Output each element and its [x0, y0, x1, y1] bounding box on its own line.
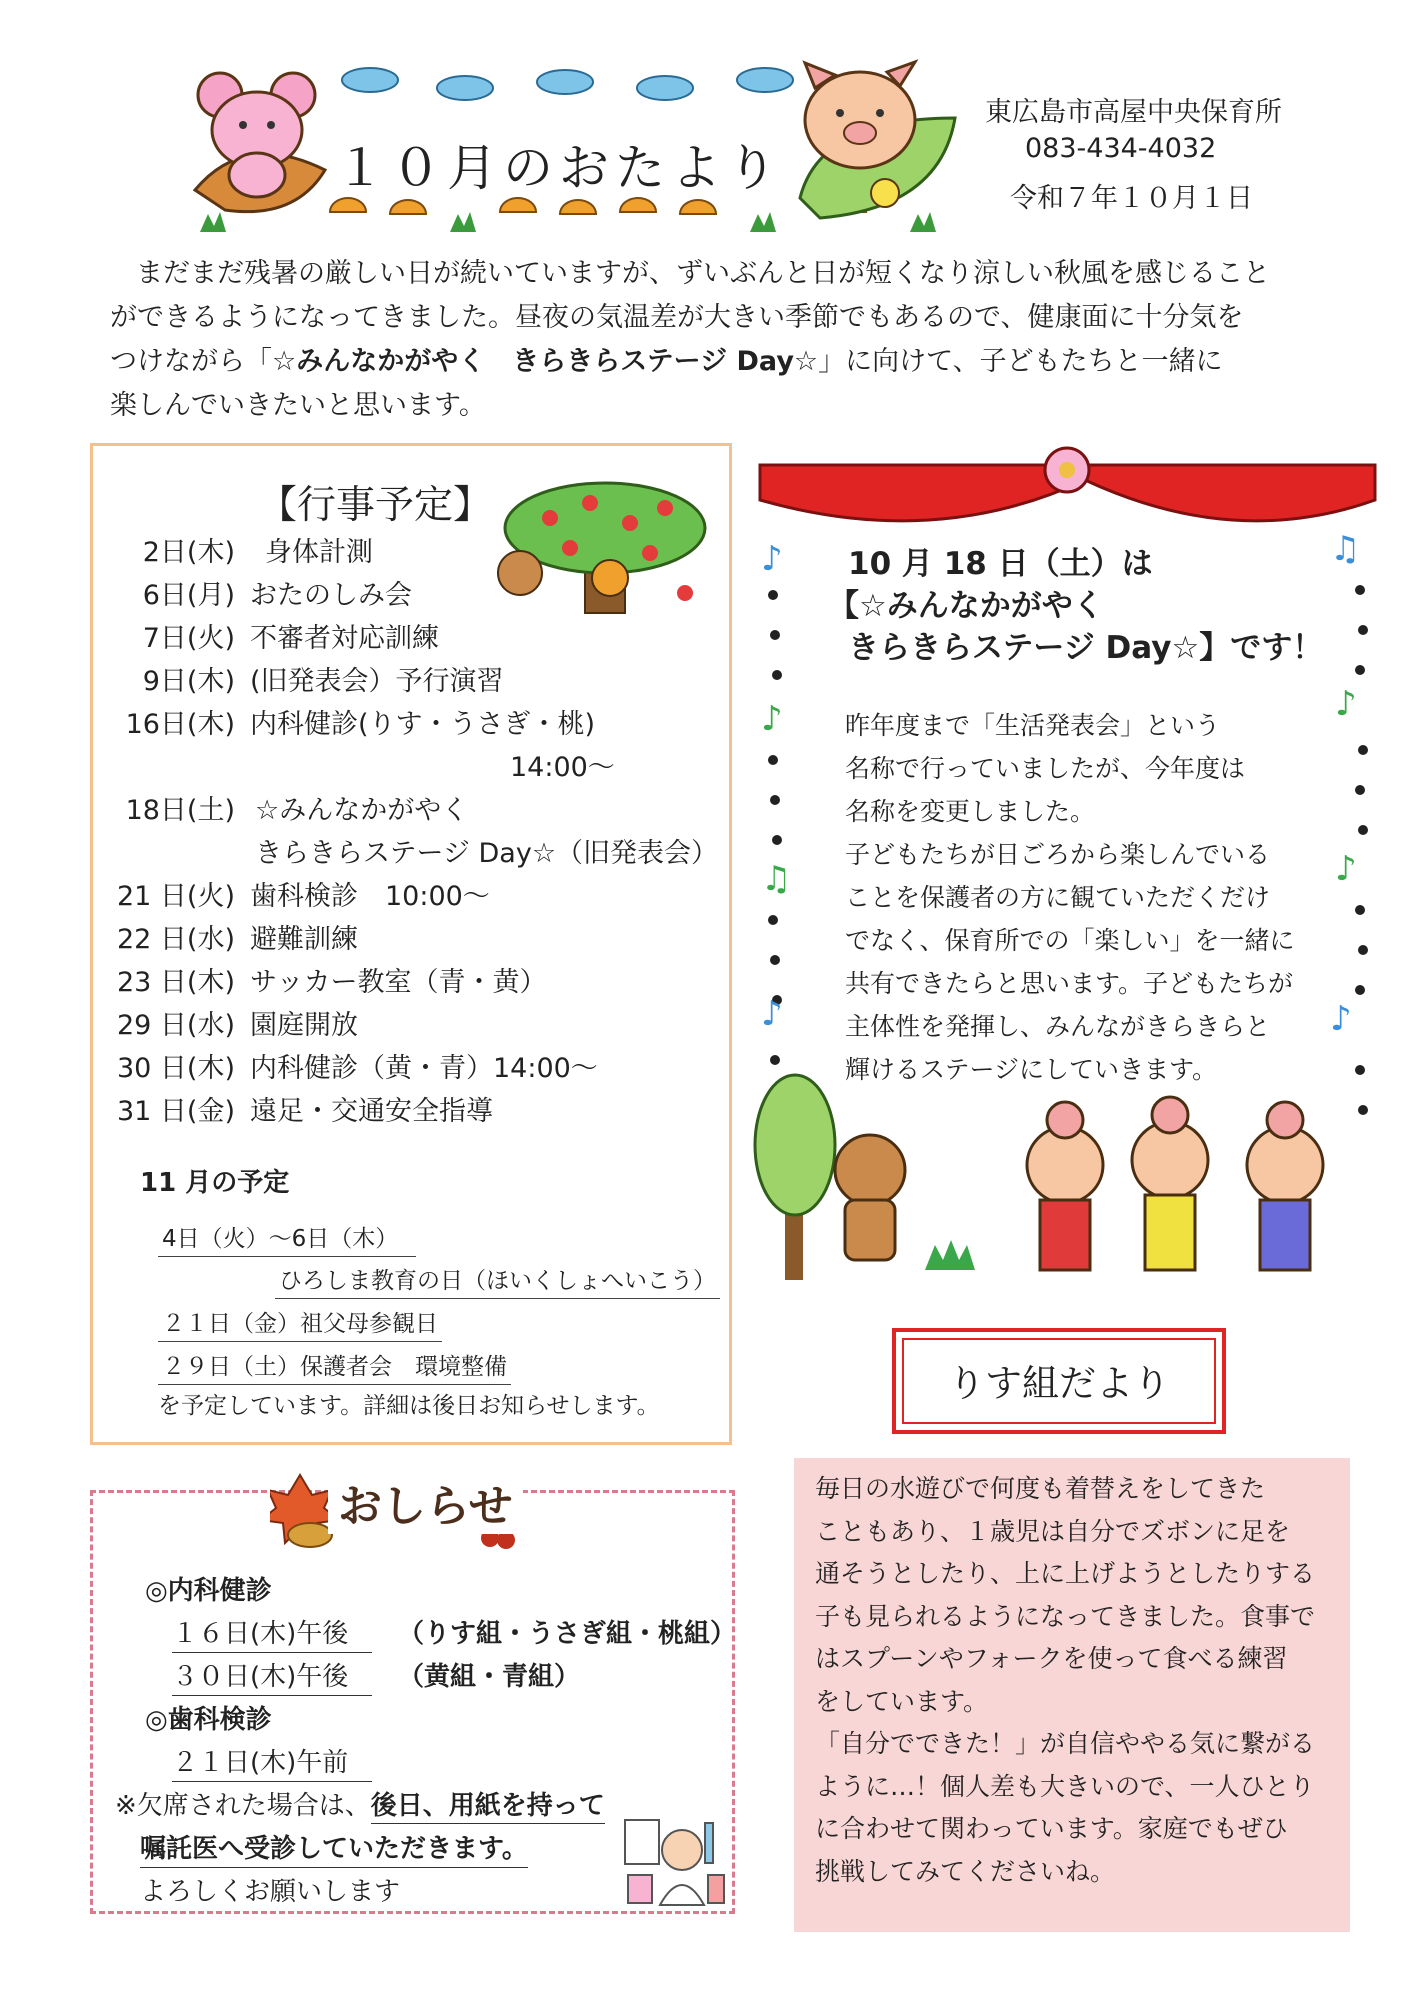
- event-date: 31 日(金): [116, 1096, 235, 1127]
- november-item: ひろしま教育の日（ほいくしょへいこう）: [275, 1262, 720, 1299]
- stage-body-line: 名称で行っていましたが、今年度は: [845, 754, 1246, 783]
- event-date: 7日(火): [142, 623, 235, 654]
- svg-text:♪: ♪: [761, 699, 783, 739]
- event-date: 21 日(火): [116, 881, 235, 912]
- svg-text:♪: ♪: [761, 994, 783, 1034]
- pig-on-leaf-illustration: [790, 58, 965, 223]
- event-date: 9日(木): [142, 666, 235, 697]
- intro-paragraph: [110, 252, 1340, 428]
- svg-text:♪: ♪: [1335, 684, 1357, 724]
- notice-absent-line-2: 嘱託医へ受診していただきます。: [140, 1828, 528, 1868]
- notice-naika-class-1: （りす組・うさぎ組・桃組）: [398, 1619, 737, 1649]
- stage-body-line: ことを保護者の方に観ていただくだけ: [845, 883, 1271, 912]
- november-item: ２９日（土）保護者会 環境整備: [158, 1348, 511, 1385]
- stage-body-line: 共有できたらと思います。子どもたちが: [845, 969, 1294, 998]
- issue-date: 令和７年１０月１日: [1010, 183, 1253, 214]
- notice-naika-date-2: ３０日(木)午後: [172, 1656, 372, 1696]
- event-text: 内科健診（黄・青）14:00〜: [250, 1053, 598, 1084]
- event-date: 6日(月): [142, 580, 235, 611]
- november-note: を予定しています。詳細は後日お知らせします。: [158, 1393, 660, 1419]
- risu-body-line: 挑戦してみてくださいね。: [815, 1856, 1116, 1886]
- stage-body-line: 名称を変更しました。: [845, 797, 1096, 826]
- event-text: おたのしみ会: [250, 580, 412, 611]
- event-text: サッカー教室（青・黄）: [250, 967, 547, 998]
- svg-text:♫: ♫: [761, 859, 792, 899]
- event-text: (旧発表会）予行演習: [250, 666, 504, 697]
- stage-heading-name: 【☆みんなかがやく: [828, 588, 1104, 624]
- event-text: 歯科検診 10:00〜: [250, 881, 490, 912]
- notice-shika-title: ◎歯科検診: [145, 1705, 272, 1735]
- event-text: 身体計測: [265, 537, 373, 568]
- notice-heading: おしらせ: [328, 1470, 523, 1534]
- event-date: 22 日(水): [116, 924, 235, 955]
- notice-naika-class-2: （黄組・青組）: [398, 1662, 581, 1692]
- notice-shika-date: ２１日(木)午前: [172, 1742, 372, 1782]
- phone-number: 083-434-4032: [1025, 133, 1217, 164]
- svg-text:♪: ♪: [761, 539, 783, 579]
- risu-body-line: 「自分でできた！」が自信ややる気に繋がる: [815, 1729, 1316, 1758]
- stage-body-line: 輝けるステージにしていきます。: [845, 1055, 1218, 1084]
- stage-body-line: でなく、保育所での「楽しい」を一緒に: [845, 926, 1295, 955]
- children-performing-illustration: [745, 1070, 1385, 1280]
- intro-line: ができるようになってきました。昼夜の気温差が大きい季節でもあるので、健康面に十分気を: [110, 302, 1244, 333]
- stage-body-line: 子どもたちが日ごろから楽しんでいる: [845, 840, 1271, 869]
- event-date: 30 日(木): [116, 1053, 235, 1084]
- org-name: 東広島市高屋中央保育所: [985, 97, 1282, 128]
- intro-line: つけながら「☆みんなかがやく きらきらステージ Day☆」に向けて、子どもたちと一緒に: [110, 346, 1223, 377]
- notice-naika-date-1: １６日(木)午後: [172, 1613, 372, 1653]
- cloud-decorations: [320, 60, 860, 105]
- stage-heading-name-2: きらきらステージ Day☆】です！: [848, 630, 1324, 666]
- event-text: 園庭開放: [250, 1010, 358, 1041]
- event-text: ☆みんなかがやく: [255, 795, 469, 826]
- risu-body: [815, 1468, 1345, 1893]
- event-date: 18日(土): [125, 795, 235, 826]
- svg-text:♫: ♫: [1330, 529, 1361, 569]
- intro-line: 楽しんでいきたいと思います。: [110, 390, 486, 421]
- intro-line: まだまだ残暑の厳しい日が続いていますが、ずいぶんと日が短くなり涼しい秋風を感じること: [136, 258, 1270, 289]
- risu-body-line: こともあり、１歳児は自分でズボンに足を: [815, 1516, 1291, 1546]
- risu-title: りす組だより: [948, 1362, 1170, 1405]
- page-title: １０月のおたより: [335, 139, 783, 197]
- notice-closing: よろしくお願いします: [140, 1877, 401, 1907]
- risu-body-line: 子も見られるようになってきました。食事で: [815, 1601, 1316, 1631]
- november-heading: 11 月の予定: [140, 1168, 290, 1198]
- risu-body-line: はスプーンやフォークを使って食べる練習: [815, 1644, 1288, 1673]
- event-date: 2日(木): [142, 537, 235, 568]
- risu-body-line: に合わせて関わっています。家庭でもぜひ: [815, 1814, 1288, 1843]
- apple-tree-illustration: [490, 478, 720, 618]
- risu-body-line: 通そうとしたり、上に上げようとしたりする: [815, 1559, 1316, 1588]
- event-text: きらきらステージ Day☆（旧発表会）: [255, 838, 719, 869]
- notice-absent-emphasis: 後日、用紙を持って: [371, 1791, 605, 1824]
- stage-body-line: 主体性を発揮し、みんながきらきらと: [845, 1012, 1271, 1041]
- event-date: 23 日(木): [116, 967, 235, 998]
- risu-body-line: 毎日の水遊びで何度も着替えをしてきた: [815, 1474, 1266, 1503]
- stage-heading-date: 10 月 18 日（土）は: [848, 546, 1153, 582]
- event-date: 16日(木): [125, 709, 235, 740]
- doctor-illustration: [620, 1815, 730, 1910]
- svg-text:♪: ♪: [1335, 849, 1357, 889]
- event-text: 不審者対応訓練: [250, 623, 439, 654]
- stage-body-line: 昨年度まで「生活発表会」という: [845, 711, 1221, 740]
- notice-naika-title: ◎内科健診: [145, 1576, 272, 1606]
- event-date: 29 日(水): [116, 1010, 235, 1041]
- event-text: 内科健診(りす・うさぎ・桃): [250, 709, 596, 740]
- risu-body-line: をしています。: [815, 1686, 989, 1716]
- event-name-highlight: ☆みんなかがやく きらきらステージ Day☆: [272, 346, 819, 377]
- svg-text:♪: ♪: [1330, 999, 1352, 1039]
- stage-body: [845, 704, 1325, 1091]
- event-text: 避難訓練: [250, 924, 358, 955]
- event-text: 14:00〜: [510, 752, 615, 783]
- risu-body-line: ように…！個人差も大きいので、一人ひとり: [815, 1771, 1315, 1801]
- events-heading: 【行事予定】: [258, 483, 493, 528]
- november-item: ２１日（金）祖父母参観日: [158, 1305, 442, 1342]
- november-item: 4日（火）〜6日（木）: [158, 1220, 416, 1257]
- notice-absent-line: ※欠席された場合は、後日、用紙を持って: [115, 1785, 605, 1822]
- event-text: 遠足・交通安全指導: [250, 1096, 493, 1127]
